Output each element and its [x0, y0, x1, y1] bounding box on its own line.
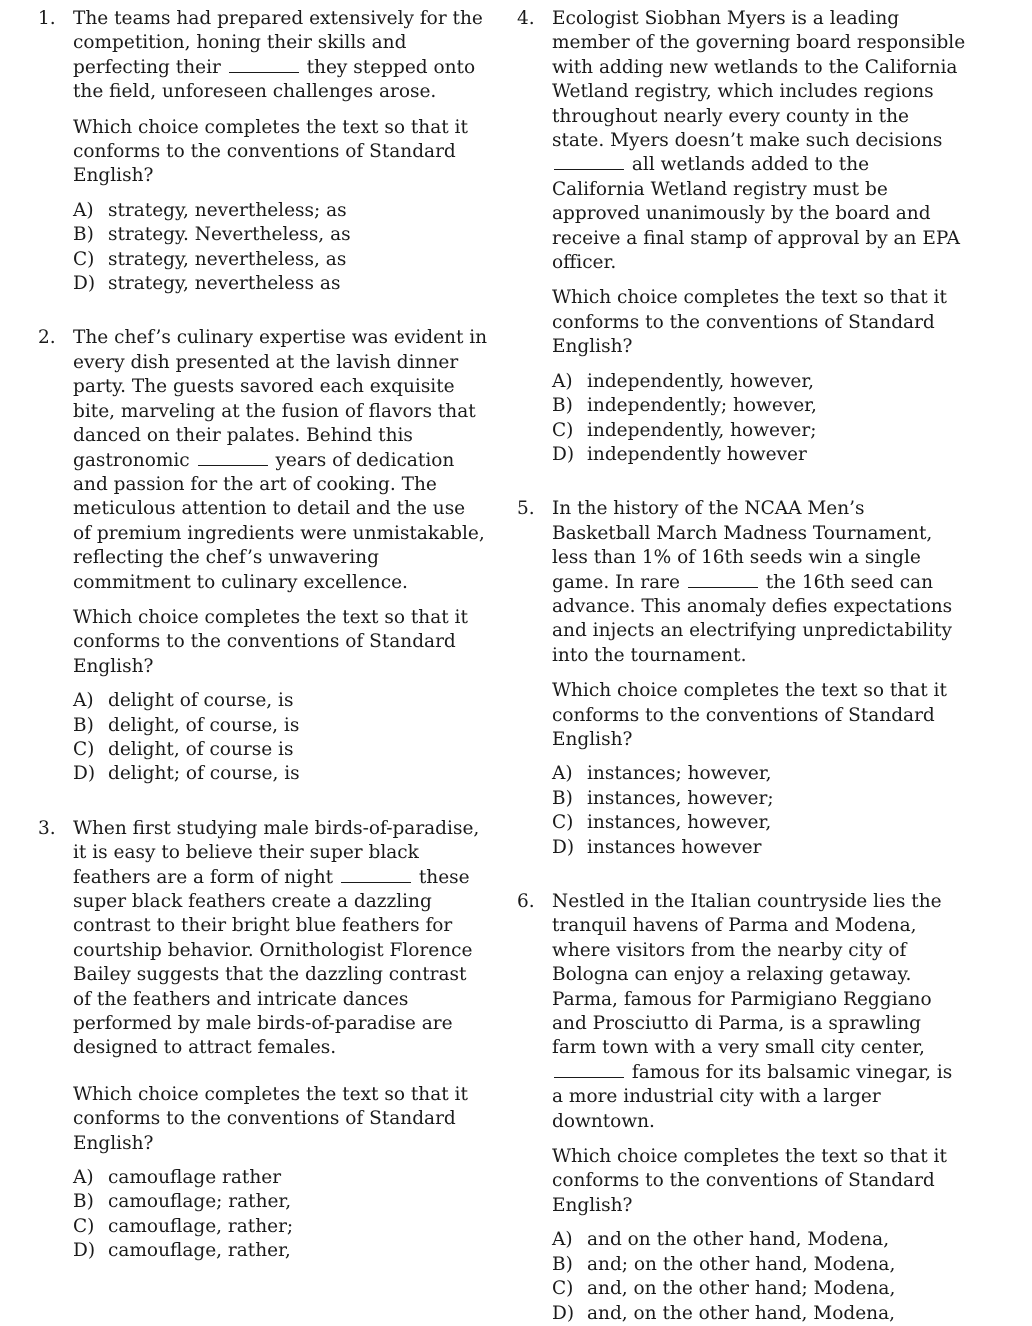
answer-blank [688, 571, 758, 588]
choice-letter: A) [552, 370, 573, 392]
passage-text: Ecologist Siobhan Myers is a leading member of the governing board responsible with adding new wetlands to the California Wetland registry, which includes regions throughout nearly every county in the state. Myers doesn’t make such decisions [552, 8, 966, 152]
choice-letter: A) [73, 690, 94, 712]
question-passage [552, 497, 967, 668]
answer-choice-b[interactable] [73, 223, 488, 247]
passage-text: When first studying male birds-of-paradise, it is easy to believe their super black feathers are a form of night [73, 817, 480, 888]
question-prompt: Which choice completes the text so that it conforms to the conventions of Standard English? [73, 116, 468, 187]
answer-choice-d[interactable] [552, 1302, 967, 1326]
question-2 [38, 326, 488, 786]
answer-blank [341, 866, 411, 883]
choice-text: and; on the other hand, Modena, [587, 1253, 896, 1275]
passage-text: In the history of the NCAA Men’s Basketball March Madness Tournament, less than 1% of 16th seeds win a single game. In rare [552, 498, 933, 593]
answer-choice-c[interactable] [73, 738, 488, 762]
choice-text: delight, of course, is [108, 714, 300, 736]
answer-choices [552, 1228, 967, 1326]
question-prompt: Which choice completes the text so that it conforms to the conventions of Standard English? [73, 606, 468, 677]
passage-text: all wetlands added to the California Wetland registry must be approved unanimously by the board and receive a final stamp of approval by an EPA officer. [552, 154, 960, 274]
answer-choices [552, 762, 967, 860]
choice-letter: D) [73, 1240, 96, 1262]
choice-text: delight, of course is [108, 738, 294, 760]
question-5 [517, 497, 967, 860]
question-passage [73, 326, 488, 594]
choice-text: strategy, nevertheless; as [108, 199, 347, 221]
question-number: 6. [517, 891, 535, 912]
choice-letter: B) [73, 714, 94, 736]
answer-choice-c[interactable] [552, 811, 967, 835]
answer-choice-a[interactable] [552, 762, 967, 786]
answer-choice-b[interactable] [552, 787, 967, 811]
choice-text: independently; however, [587, 395, 817, 417]
question-passage [552, 7, 967, 275]
choice-text: independently, however, [587, 370, 815, 392]
passage-text: these super black feathers create a dazzling contrast to their bright blue feathers for courtship behavior. Ornithologist Florence Bailey suggests that the dazzling contrast of the feathers and intricate dances performed by male birds-of-paradise are designed to attract females. [73, 866, 473, 1059]
question-passage [552, 890, 967, 1134]
choice-letter: D) [552, 836, 575, 858]
answer-choice-d[interactable] [552, 443, 967, 467]
question-prompt: Which choice completes the text so that it conforms to the conventions of Standard English? [552, 287, 947, 358]
choice-text: delight of course, is [108, 690, 294, 712]
answer-choice-d[interactable] [73, 1239, 488, 1263]
choice-letter: A) [552, 763, 573, 785]
choice-text: independently, however; [587, 419, 817, 441]
choice-letter: D) [552, 1302, 575, 1324]
choice-letter: C) [552, 419, 574, 441]
question-1 [38, 7, 488, 296]
question-prompt: Which choice completes the text so that it conforms to the conventions of Standard English? [73, 1083, 468, 1154]
choice-text: and on the other hand, Modena, [587, 1229, 890, 1251]
choice-letter: D) [552, 443, 575, 465]
question-prompt: Which choice completes the text so that it conforms to the conventions of Standard English? [552, 1146, 947, 1216]
answer-blank [229, 56, 299, 73]
choice-letter: B) [552, 1253, 573, 1275]
passage-text: The chef’s culinary expertise was evident in every dish presented at the lavish dinner party. The guests savored each exquisite bite, marveling at the fusion of flavors that danced on their palates. Behind this gastronomic [73, 327, 488, 471]
choice-letter: C) [73, 1215, 95, 1237]
question-passage [73, 817, 488, 1061]
choice-text: instances, however, [587, 812, 772, 834]
choice-text: instances; however, [587, 763, 772, 785]
passage-text: Nestled in the Italian countryside lies the tranquil havens of Parma and Modena, where visitors from the nearby city of Bologna can enjoy a relaxing getaway. Parma, famous for Parmigiano Reggiano and Prosciutto di Parma, is a sprawling farm town with a very small city center, [552, 891, 942, 1059]
choice-letter: C) [73, 738, 95, 760]
passage-text: the 16th seed can advance. This anomaly defies expectations and injects an electrifying unpredictability into the tournament. [552, 571, 953, 666]
answer-choice-c[interactable] [73, 1215, 488, 1239]
answer-choice-a[interactable] [73, 199, 488, 223]
choice-text: instances however [587, 836, 762, 858]
answer-choices [73, 199, 488, 297]
question-number: 5. [517, 498, 535, 520]
question-4 [517, 7, 967, 467]
answer-choice-b[interactable] [552, 1253, 967, 1277]
choice-letter: D) [73, 273, 96, 295]
answer-blank [554, 153, 624, 170]
answer-choices [73, 1166, 488, 1264]
answer-choice-b[interactable] [73, 1190, 488, 1214]
answer-choice-a[interactable] [552, 370, 967, 394]
answer-choice-b[interactable] [552, 394, 967, 418]
question-6 [517, 890, 967, 1326]
choice-text: and, on the other hand; Modena, [587, 1278, 896, 1300]
question-number: 4. [517, 8, 535, 29]
answer-choice-c[interactable] [552, 1277, 967, 1301]
choice-text: camouflage, rather; [108, 1215, 294, 1237]
left-column [38, 7, 488, 1264]
choice-text: camouflage; rather, [108, 1191, 292, 1213]
question-number: 2. [38, 327, 56, 349]
answer-choice-a[interactable] [73, 1166, 488, 1190]
choice-text: strategy, nevertheless as [108, 273, 341, 295]
passage-text: years of dedication and passion for the art of cooking. The meticulous attention to detail and the use of premium ingredients were unmistakable, reflecting the chef’s unwavering commitment to culinary excellence. [73, 449, 485, 593]
answer-blank [198, 449, 268, 466]
choice-text: strategy, nevertheless, as [108, 248, 347, 270]
answer-choice-a[interactable] [73, 689, 488, 713]
answer-blank [554, 1061, 624, 1078]
answer-choices [73, 689, 488, 787]
choice-text: independently however [587, 443, 807, 465]
choice-text: and, on the other hand, Modena, [587, 1302, 895, 1324]
choice-letter: B) [552, 395, 573, 417]
choice-text: delight; of course, is [108, 763, 300, 785]
choice-text: camouflage, rather, [108, 1240, 291, 1262]
answer-choice-d[interactable] [73, 272, 488, 296]
answer-choice-c[interactable] [552, 419, 967, 443]
choice-text: strategy. Nevertheless, as [108, 224, 351, 246]
question-number: 1. [38, 8, 56, 29]
answer-choice-c[interactable] [73, 248, 488, 272]
choice-text: instances, however; [587, 787, 774, 809]
answer-choice-d[interactable] [552, 836, 967, 860]
passage-text: The teams had prepared extensively for the competition, honing their skills and perfecting their [73, 8, 483, 78]
choice-letter: B) [552, 787, 573, 809]
choice-text: camouflage rather [108, 1167, 282, 1189]
passage-text: famous for its balsamic vinegar, is a more industrial city with a larger downtown. [552, 1061, 953, 1132]
choice-letter: A) [73, 199, 94, 221]
question-prompt: Which choice completes the text so that it conforms to the conventions of Standard English? [552, 680, 947, 750]
question-passage [73, 7, 488, 105]
answer-choice-a[interactable] [552, 1228, 967, 1252]
passage-text: they stepped onto the field, unforeseen challenges arose. [73, 56, 476, 103]
choice-letter: C) [73, 248, 95, 270]
question-number: 3. [38, 817, 56, 839]
answer-choice-d[interactable] [73, 762, 488, 786]
right-column [517, 7, 967, 1326]
answer-choices [552, 370, 967, 468]
choice-letter: D) [73, 763, 96, 785]
choice-letter: B) [73, 1191, 94, 1213]
choice-letter: A) [552, 1229, 573, 1251]
choice-letter: C) [552, 812, 574, 834]
choice-letter: A) [73, 1167, 94, 1189]
question-3 [38, 817, 488, 1264]
answer-choice-b[interactable] [73, 714, 488, 738]
choice-letter: C) [552, 1278, 574, 1300]
choice-letter: B) [73, 224, 94, 246]
